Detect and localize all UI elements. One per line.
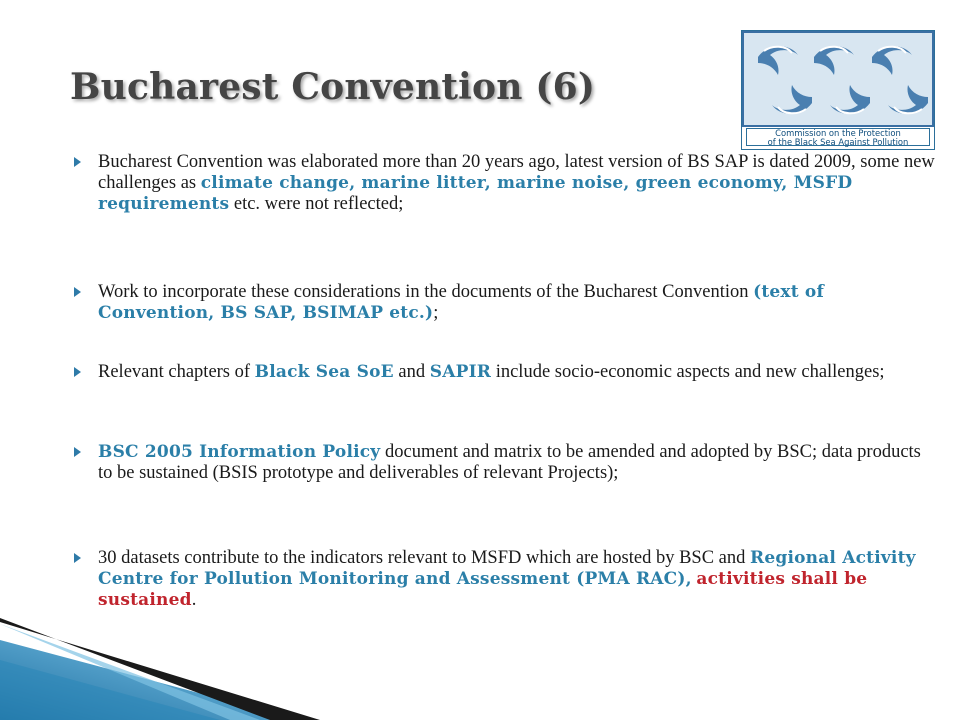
bullet-highlight: Regional Activity Centre for Pollution Monitoring and Assessment (PMA RAC),	[98, 548, 916, 589]
bullet-item	[72, 282, 938, 324]
bullet-highlight: climate change, marine litter, marine noise, green economy, MSFD requirements	[98, 173, 853, 214]
bullet-arrow-icon	[74, 447, 81, 457]
bullet-arrow-icon	[74, 553, 81, 563]
bullet-item	[72, 152, 938, 215]
slide-title: Bucharest Convention (6)	[70, 66, 596, 108]
bullet-highlight: SAPIR	[429, 362, 492, 382]
bullet-item	[72, 362, 938, 383]
bullet-text: Relevant chapters of	[98, 362, 255, 382]
bullet-text: and	[393, 362, 430, 382]
logo-caption	[746, 128, 930, 146]
logo-caption-line2: of the Black Sea Against Pollution	[767, 136, 909, 147]
bullet-arrow-icon	[74, 287, 81, 297]
bullet-text: document and matrix to be amended and adopted by BSC; data products to be sustained (BSIS prototype and deliverables of relevant Projects);	[98, 442, 921, 483]
bullet-text: include socio-economic aspects and new challenges;	[491, 362, 885, 382]
corner-decoration	[0, 600, 420, 720]
bullet-text: Bucharest Convention was elaborated more than 20 years ago, latest version of BS SAP is dated 2009, some new challenges as	[98, 152, 935, 193]
bsc-logo	[741, 30, 935, 150]
bullet-text: Work to incorporate these considerations in the documents of the Bucharest Convention	[98, 282, 754, 302]
bullet-highlight: (text of Convention, BS SAP, BSIMAP etc.)	[98, 282, 824, 323]
bullet-arrow-icon	[74, 367, 81, 377]
bullet-text: etc. were not reflected;	[229, 194, 404, 214]
bullet-text: .	[191, 590, 197, 610]
logo-caption-line1: Commission on the Protection	[775, 128, 901, 138]
bullet-item	[72, 442, 938, 484]
bullet-text: 30 datasets contribute to the indicators relevant to MSFD which are hosted by BSC and	[98, 548, 751, 568]
bullet-highlight: Black Sea SoE	[254, 362, 394, 382]
bullet-text: ;	[433, 303, 439, 323]
bullet-arrow-icon	[74, 157, 81, 167]
bullet-alert-text: activities shall be sustained	[98, 569, 868, 610]
dolphins-logo-icon	[742, 31, 934, 127]
bullet-highlight: BSC 2005 Information Policy	[98, 442, 381, 462]
